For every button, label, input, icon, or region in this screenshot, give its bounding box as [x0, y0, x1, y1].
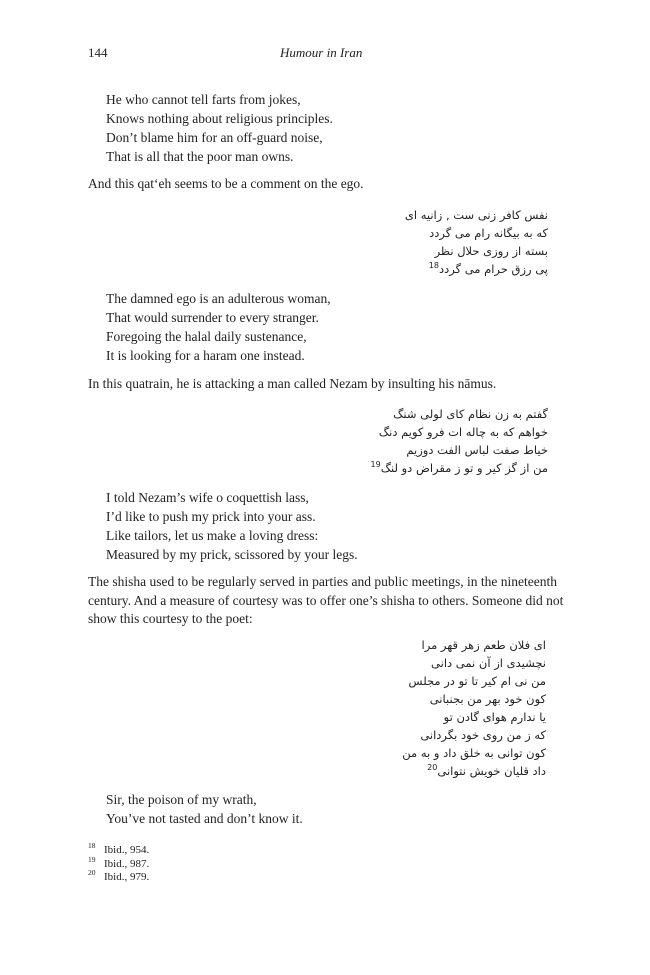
persian-line: [146, 762, 546, 780]
persian-line: که به بیگانه رام می گردد: [429, 226, 548, 240]
persian-line: من نی ام کیر تا تو در مجلس: [408, 674, 546, 688]
verse-line: Foregoing the halal daily sustenance,: [106, 329, 307, 344]
persian-line-text: پی رزق حرام می گردد: [438, 262, 548, 276]
footnote-text: Ibid., 987.: [104, 857, 150, 870]
verse-line: Knows nothing about religious principles.: [106, 111, 333, 126]
footnote: 19 Ibid., 987.: [88, 854, 150, 870]
translation-verse-3: [106, 488, 358, 564]
verse-line: He who cannot tell farts from jokes,: [106, 92, 301, 107]
persian-line: نفس کافر زنی ست , زانیه ای: [404, 208, 548, 222]
verse-line: I’d like to push my prick into your ass.: [106, 509, 316, 524]
persian-line: گفتم به زن نظام کای لولی شنگ: [393, 407, 548, 421]
persian-poem-2: [148, 405, 548, 477]
translation-verse-4: [106, 790, 303, 828]
persian-line: کون خود بهر من بجنبانی: [429, 692, 546, 706]
paragraph-3: [88, 573, 568, 629]
persian-line-text: من از گز کیر و تو ز مقراض دو لنگ: [380, 461, 548, 475]
persian-line: ای فلان طعم زهر قهر مرا: [421, 638, 546, 652]
footnote-text: Ibid., 979.: [104, 871, 150, 883]
paragraph-line: The shisha used to be regularly served in parties and public meetings, in the nineteenth: [88, 574, 557, 589]
paragraph-2: [88, 375, 568, 394]
verse-line: It is looking for a haram one instead.: [106, 348, 305, 363]
persian-line: کون توانی به خلق داد و به من: [402, 746, 546, 760]
persian-poem-1: [148, 206, 548, 278]
persian-line: [148, 260, 548, 278]
verse-line: Like tailors, let us make a loving dress:: [106, 528, 319, 543]
verse-line: You’ve not tasted and don’t know it.: [106, 811, 303, 826]
persian-line: خواهم که به چاله ات فرو کویم دنگ: [378, 425, 548, 439]
persian-line: خیاط صفت لباس الفت دوزیم: [406, 443, 548, 457]
verse-line: That would surrender to every stranger.: [106, 310, 319, 325]
persian-line: یا ندارم هوای گادن تو: [443, 710, 546, 724]
footnote-ref-20: 20: [427, 763, 438, 773]
persian-line: نچشیدی از آن نمی دانی: [431, 656, 546, 670]
persian-poem-3: [146, 636, 546, 780]
footnote: 20 Ibid., 979.: [88, 868, 150, 883]
verse-line: The damned ego is an adulterous woman,: [106, 291, 331, 306]
paragraph-line: century. And a measure of courtesy was to offer one’s shisha to others. Someone did not: [88, 592, 564, 608]
verse-line: I told Nezam’s wife o coquettish lass,: [106, 490, 309, 505]
paragraph-line: In this quatrain, he is attacking a man called Nezam by insulting his nāmus.: [88, 376, 497, 391]
paragraph-line: show this courtesy to the poet:: [88, 611, 253, 626]
paragraph-line: And this qat‘eh seems to be a comment on the ego.: [88, 176, 364, 191]
translation-verse-2: [106, 289, 331, 365]
footnote: 18 Ibid., 954.: [88, 841, 150, 856]
persian-line-text: داد قلیان خویش نتوانی: [437, 764, 546, 778]
verse-line: That is all that the poor man owns.: [106, 149, 294, 164]
page-number: 144: [88, 45, 108, 60]
footnote-ref-18: 18: [428, 261, 439, 271]
footnote-text: Ibid., 954.: [104, 844, 150, 856]
persian-line: بسته از روزی حلال نظر: [434, 244, 548, 258]
footnotes: [88, 841, 150, 885]
translation-verse-1: [106, 90, 333, 166]
running-title: Humour in Iran: [280, 45, 363, 60]
persian-line: که ز من روی خود بگردانی: [420, 728, 546, 742]
footnote-ref-19: 19: [370, 460, 381, 470]
paragraph-1: [88, 175, 568, 194]
verse-line: Measured by my prick, scissored by your legs.: [106, 547, 358, 562]
verse-line: Sir, the poison of my wrath,: [106, 792, 257, 807]
persian-line: [148, 459, 548, 477]
verse-line: Don’t blame him for an off-guard noise,: [106, 130, 323, 145]
